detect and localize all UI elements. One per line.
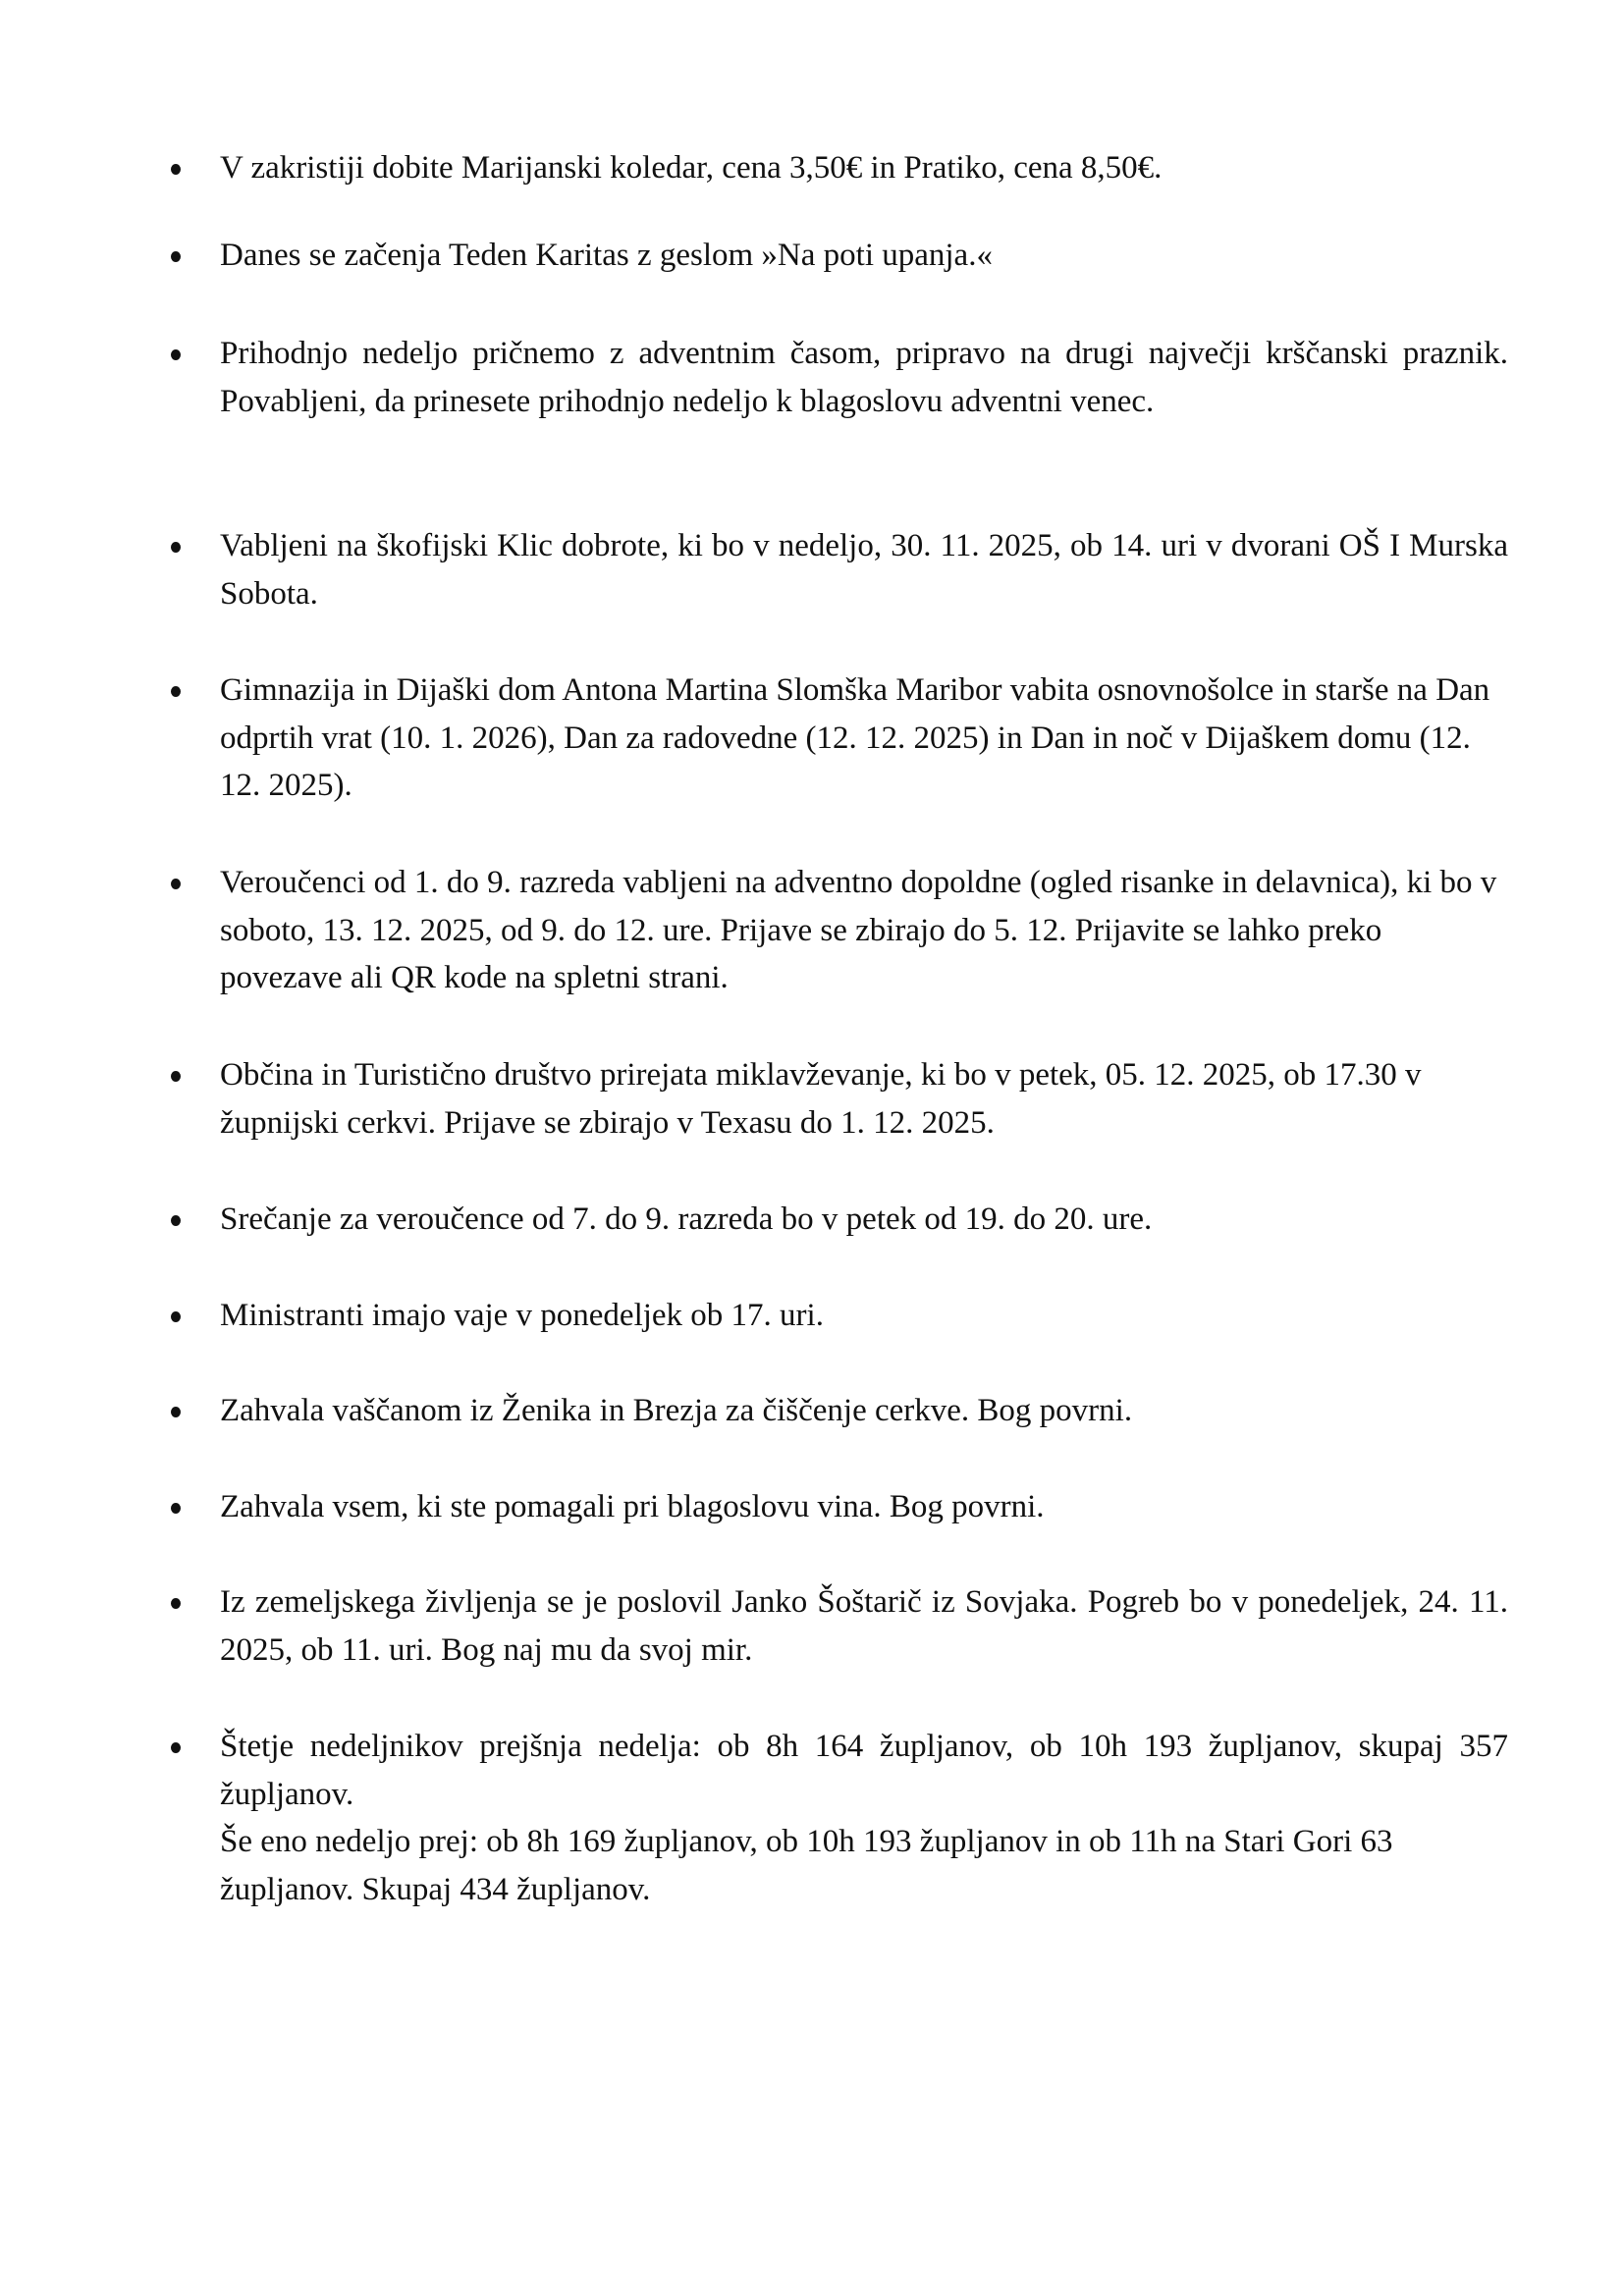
announcement-text: Gimnazija in Dijaški dom Antona Martina Slomška Maribor vabita osnovnošolce in starše na Dan odprtih vrat (10. 1. 2026), Dan za radovedne (12. 12. 2025) in Dan in noč v Dijaškem domu (12. 12. 2025). <box>220 672 1490 803</box>
announcement-item <box>165 1196 1508 1244</box>
announcement-item <box>165 1578 1508 1674</box>
bullet-icon <box>171 542 181 553</box>
announcement-text: Danes se začenja Teden Karitas z geslom »Na poti upanja.« <box>220 238 993 273</box>
announcement-text: Veroučenci od 1. do 9. razreda vabljeni na adventno dopoldne (ogled risanke in delavnica), ki bo v soboto, 13. 12. 2025, od 9. do 12. ure. Prijave se zbirajo do 5. 12. Prijavite se lahko preko povezave ali QR kode na spletni strani. <box>220 865 1497 995</box>
announcement-item <box>165 1387 1508 1435</box>
announcement-text: Zahvala vsem, ki ste pomagali pri blagoslovu vina. Bog povrni. <box>220 1489 1045 1524</box>
announcement-item <box>165 859 1508 1002</box>
announcement-item <box>165 667 1508 810</box>
bullet-icon <box>171 164 181 175</box>
bullet-icon <box>171 686 181 697</box>
announcement-text-group <box>220 1723 1508 1913</box>
bullet-icon <box>171 251 181 262</box>
announcement-item <box>165 330 1508 425</box>
bullet-icon <box>171 1407 181 1417</box>
bullet-icon <box>171 1215 181 1226</box>
bullet-icon <box>171 1311 181 1322</box>
announcement-item <box>165 232 1508 280</box>
announcement-text: Iz zemeljskega življenja se je poslovil Janko Šoštarič iz Sovjaka. Pogreb bo v ponedeljek, 24. 11. 2025, ob 11. uri. Bog naj mu da svoj mir. <box>220 1584 1508 1668</box>
announcement-item <box>165 1723 1508 1913</box>
announcement-item <box>165 1051 1508 1147</box>
announcement-text: Srečanje za veroučence od 7. do 9. razreda bo v petek od 19. do 20. ure. <box>220 1201 1153 1237</box>
attendance-count-previous-sunday: Še eno nedeljo prej: ob 8h 169 župljanov, ob 10h 193 župljanov in ob 11h na Stari Gori 63 župljanov. Skupaj 434 župljanov. <box>220 1824 1393 1907</box>
announcement-text: Prihodnjo nedeljo pričnemo z adventnim časom, pripravo na drugi največji krščanski praznik. Povabljeni, da prinesete prihodnjo nedeljo k blagoslovu adventni venec. <box>220 336 1508 419</box>
bullet-icon <box>171 1742 181 1753</box>
bullet-icon <box>171 1598 181 1609</box>
bullet-icon <box>171 349 181 360</box>
announcement-item <box>165 1292 1508 1340</box>
announcement-item <box>165 1483 1508 1531</box>
announcement-text: Vabljeni na škofijski Klic dobrote, ki bo v nedeljo, 30. 11. 2025, ob 14. uri v dvorani OŠ I Murska Sobota. <box>220 528 1508 612</box>
announcement-item <box>165 144 1508 192</box>
announcement-text: Občina in Turistično društvo prirejata miklavževanje, ki bo v petek, 05. 12. 2025, ob 17.30 v župnijski cerkvi. Prijave se zbirajo v Texasu do 1. 12. 2025. <box>220 1057 1422 1141</box>
announcement-text: V zakristiji dobite Marijanski koledar, cena 3,50€ in Pratiko, cena 8,50€. <box>220 150 1163 186</box>
bullet-icon <box>171 879 181 889</box>
bullet-icon <box>171 1071 181 1082</box>
bullet-icon <box>171 1503 181 1514</box>
announcement-text: Ministranti imajo vaje v ponedeljek ob 17. uri. <box>220 1298 824 1333</box>
announcement-item <box>165 522 1508 617</box>
attendance-count-last-sunday: Štetje nedeljnikov prejšnja nedelja: ob 8h 164 župljanov, ob 10h 193 župljanov, skupaj 357 župljanov. <box>220 1729 1508 1812</box>
announcement-text: Zahvala vaščanom iz Ženika in Brezja za čiščenje cerkve. Bog povrni. <box>220 1393 1133 1428</box>
